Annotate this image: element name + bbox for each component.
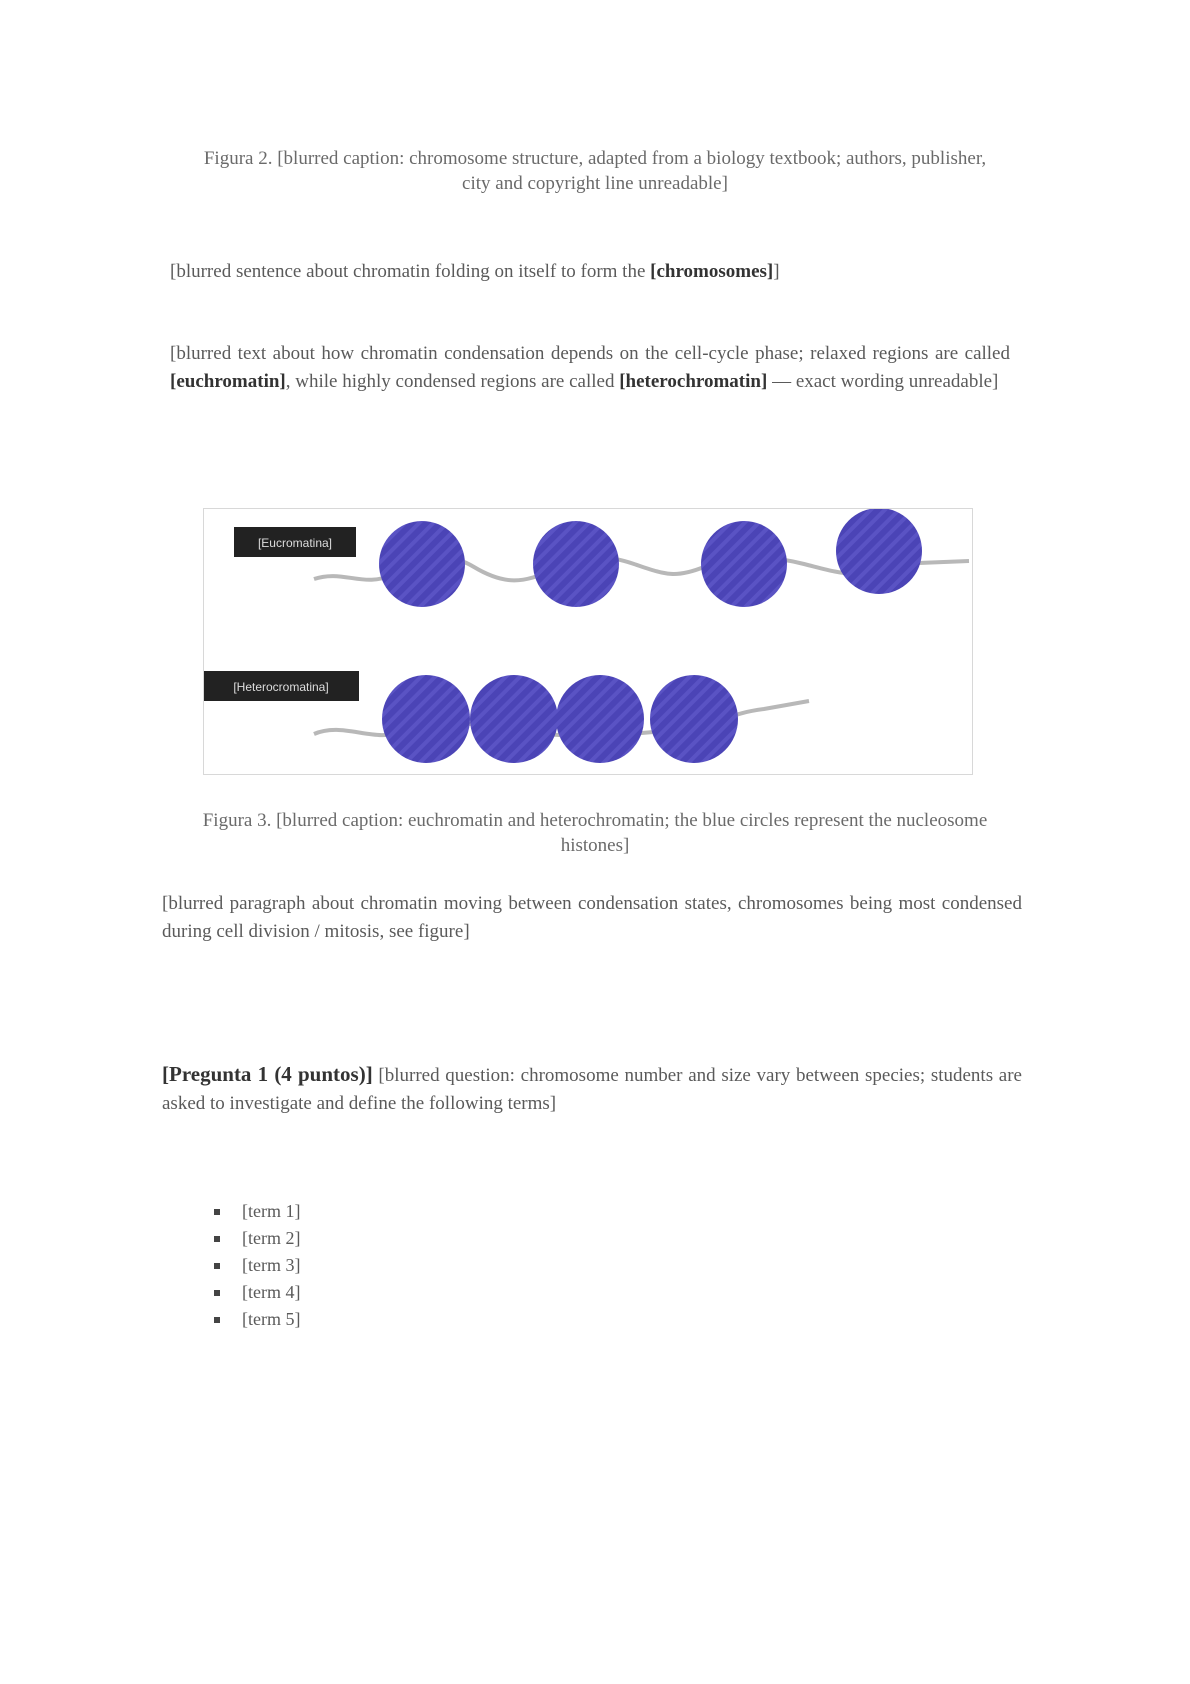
paragraph-1 bbox=[170, 258, 1010, 286]
list-item: [term 2] bbox=[210, 1225, 300, 1252]
heterochromatin-label: [Heterocromatina] bbox=[233, 680, 329, 694]
paragraph-2-text-c: — exact wording unreadable] bbox=[767, 371, 999, 392]
euchromatin-nucleosome bbox=[701, 521, 787, 607]
paragraph-3: [blurred paragraph about chromatin moving between condensation states, chromosomes being most condensed during cell division / mitosis, see figure] bbox=[162, 893, 1022, 942]
euchromatin-label: [Eucromatina] bbox=[257, 536, 333, 550]
euchromatin-nucleosome bbox=[379, 521, 465, 607]
paragraph-2-text-b: , while highly condensed regions are called bbox=[285, 371, 620, 392]
heterochromatin-nucleosome bbox=[556, 675, 644, 763]
term-list bbox=[210, 1198, 300, 1333]
question-paragraph bbox=[162, 1060, 1022, 1118]
heterochromatin-nucleosome bbox=[470, 675, 558, 763]
euchromatin-nucleosome bbox=[533, 521, 619, 607]
heterochromatin-nucleosome bbox=[650, 675, 738, 763]
list-item: [term 4] bbox=[210, 1279, 300, 1306]
figure-caption-top: Figura 2. [blurred caption: chromosome structure, adapted from a biology textbook; authors, publisher, city and copyright line unreadable] bbox=[203, 148, 987, 194]
euchromatin-nucleosome bbox=[836, 509, 922, 594]
list-item: [term 3] bbox=[210, 1252, 300, 1279]
paragraph-2-text-a: [blurred text about how chromatin condensation depends on the cell-cycle phase; relaxed regions are called bbox=[170, 343, 1010, 364]
chromatin-figure bbox=[203, 508, 973, 775]
question-title: [Pregunta 1 (4 puntos)] bbox=[162, 1062, 373, 1086]
heterochromatin-nucleosome bbox=[382, 675, 470, 763]
paragraph-2-bold-b: [heterochromatin] bbox=[619, 371, 768, 392]
paragraph-1-tail: ] bbox=[773, 261, 780, 282]
chromatin-diagram bbox=[204, 509, 972, 774]
paragraph-2 bbox=[170, 340, 1010, 396]
figure-caption-bottom: Figura 3. [blurred caption: euchromatin and heterochromatin; the blue circles represent the nucleosome histones] bbox=[202, 810, 988, 856]
list-item: [term 5] bbox=[210, 1306, 300, 1333]
list-item: [term 1] bbox=[210, 1198, 300, 1225]
question-text: [blurred question: chromosome number and size vary between species; students are asked to investigate and define the following terms] bbox=[162, 1065, 1022, 1114]
paragraph-1-text: [blurred sentence about chromatin folding on itself to form the bbox=[170, 261, 651, 282]
paragraph-2-bold-a: [euchromatin] bbox=[170, 371, 286, 392]
paragraph-1-bold: [chromosomes] bbox=[650, 261, 774, 282]
